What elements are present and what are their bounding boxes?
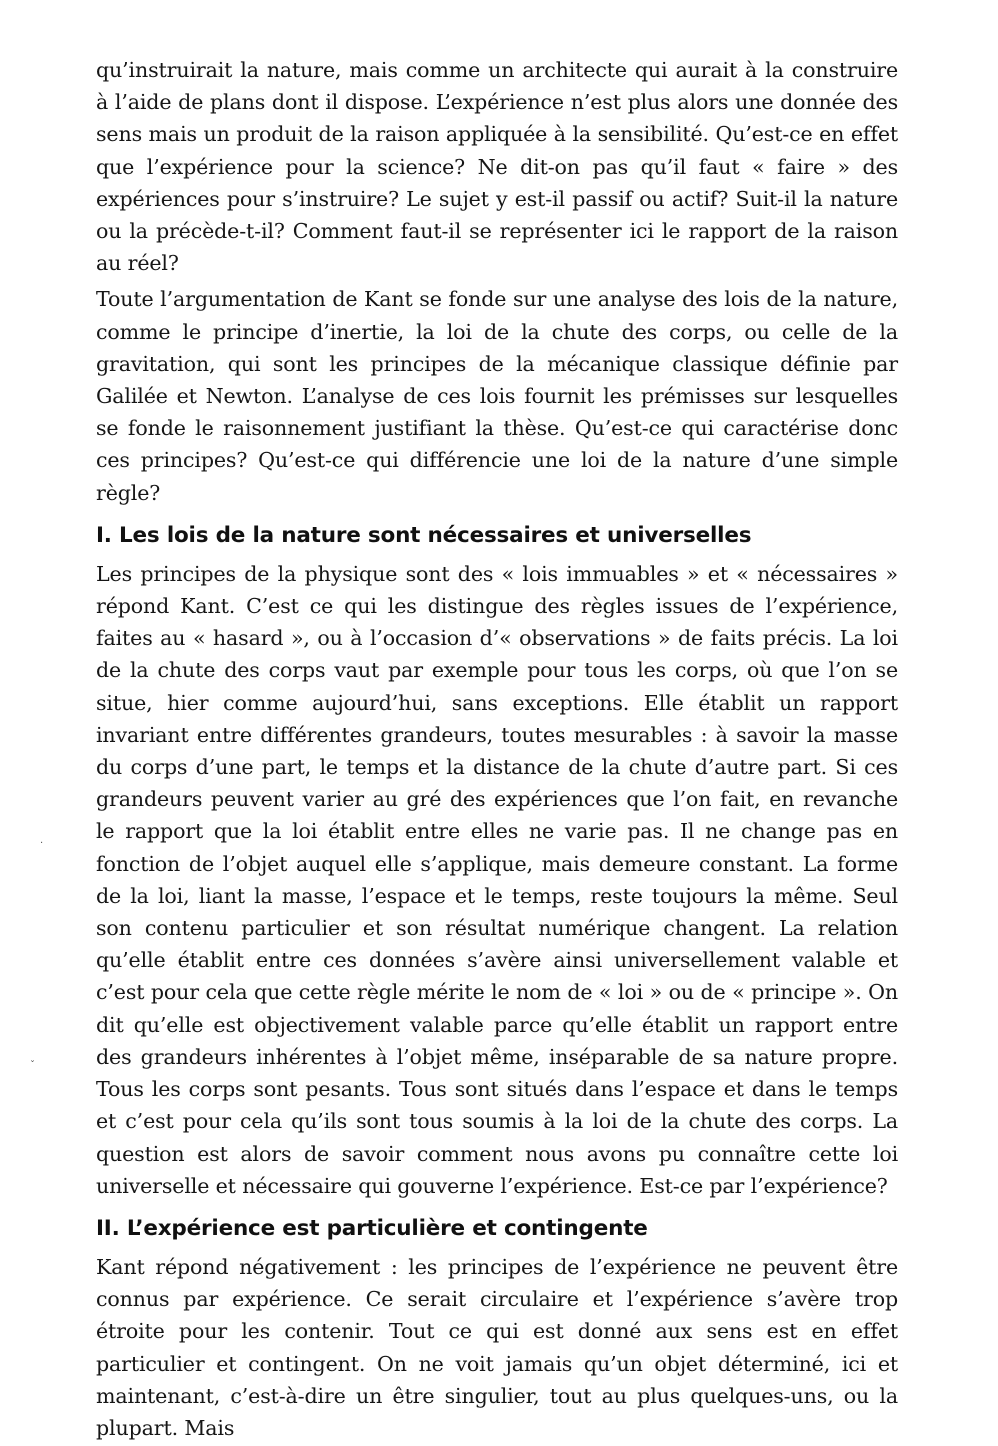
page-text-block [96,54,898,1444]
section-1-heading: I. Les lois de la nature sont nécessaires et universelles [96,522,752,548]
intro-paragraph-1: qu’instruirait la nature, mais comme un architecte qui aurait à la construire à l’aide de plans dont il dispose. L’expérience n’est plus alors une donnée des sens mais un produit de la raison appliquée à la sensibilité. Qu’est-ce en effet que l’expérience pour la science? Ne dit-on pas qu’il faut « faire » des expériences pour s’instruire? Le sujet y est-il passif ou actif? Suit-il la nature ou la précède-t-il? Comment faut-il se représenter ici le rapport de la raison au réel? [96,58,898,276]
section-1-paragraph: Les principes de la physique sont des « lois immuables » et « nécessaires » répond Kant. C’est ce qui les distingue des règles issues de l’expérience, faites au « hasard », ou à l’occasion d’« observations » de faits précis. La loi de la chute des corps vaut par exemple pour tous les corps, où que l’on se situe, hier comme aujourd’hui, sans exceptions. Elle établit un rapport invariant entre différentes grandeurs, toutes mesurables : à savoir la masse du corps d’une part, le temps et la distance de la chute d’autre part. Si ces grandeurs peuvent varier au gré des expériences que l’on fait, en revanche le rapport que la loi établit entre elles ne varie pas. Il ne change pas en fonction de l’objet auquel elle s’applique, mais demeure constant. La forme de la loi, liant la masse, l’espace et le temps, reste toujours la même. Seul son contenu particulier et son résultat numérique changent. La relation qu’elle établit entre ces données s’avère ainsi universellement valable et c’est pour cela que cette règle mérite le nom de « loi » ou de « principe ». On dit qu’elle est objectivement valable parce qu’elle établit un rapport entre des grandeurs inhérentes à l’objet même, inséparable de sa nature propre. Tous les corps sont pesants. Tous sont situés dans l’espace et dans le temps et c’est pour cela qu’ils sont tous soumis à la loi de la chute des corps. La question est alors de savoir comment nous avons pu connaître cette loi universelle et nécessaire qui gouverne l’expérience. Est-ce par l’expérience? [96,561,898,1198]
margin-tick-mark: ˇ [30,1060,35,1071]
margin-dot-mark: · [40,838,44,849]
section-2-paragraph: Kant répond négativement : les principes de l’expérience ne peuvent être connus par expérience. Ce serait circulaire et l’expérience s’avère trop étroite pour les contenir. Tout ce qui est donné aux sens est en effet particulier et contingent. On ne voit jamais qu’un objet déterminé, ici et maintenant, c’est-à-dire un être singulier, tout au plus quelques-uns, ou la plupart. Mais [96,1254,898,1440]
intro-paragraph-2: Toute l’argumentation de Kant se fonde sur une analyse des lois de la nature, comme le principe d’inertie, la loi de la chute des corps, ou celle de la gravitation, qui sont les principes de la mécanique classique définie par Galilée et Newton. L’analyse de ces lois fournit les prémisses sur lesquelles se fonde le raisonnement justifiant la thèse. Qu’est-ce qui caractérise donc ces principes? Qu’est-ce qui différencie une loi de la nature d’une simple règle? [96,287,898,505]
section-2-heading: II. L’expérience est particulière et contingente [96,1215,648,1241]
